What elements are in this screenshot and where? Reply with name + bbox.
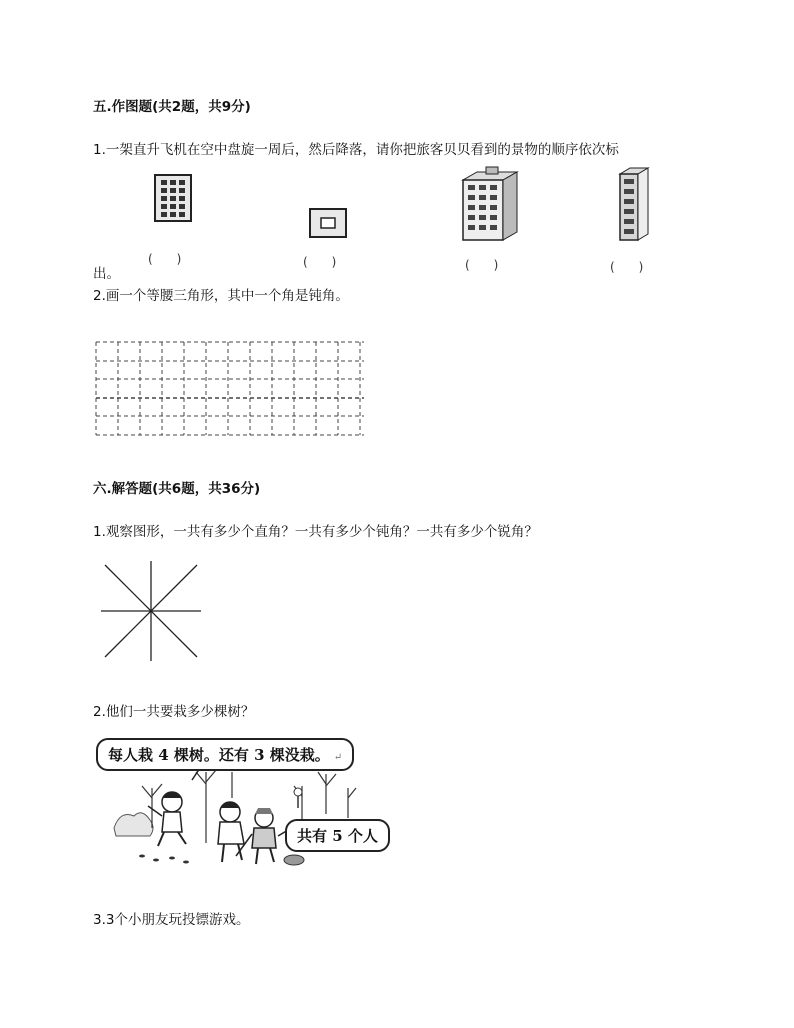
question-5-2-text: 2.画一个等腰三角形，其中一个角是钝角。 <box>93 288 349 304</box>
question-6-3-text: 3.3个小朋友玩投镖游戏。 <box>93 912 250 928</box>
intersecting-lines-figure <box>100 560 202 662</box>
answer-blank-1: ( ) <box>148 252 182 266</box>
return-mark: ↵ <box>333 752 343 763</box>
section-6-title: 六.解答题(共6题，共36分) <box>93 481 261 497</box>
speech-bubble-people <box>285 819 390 852</box>
section-5-title: 五.作图题(共2题，共9分) <box>93 99 251 115</box>
building-side-view-image <box>616 166 654 244</box>
question-5-1-text: 1.一架直升飞机在空中盘旋一周后，然后降落，请你把旅客贝贝看到的景物的顺序依次标 <box>93 142 619 158</box>
speech-bubble-trees <box>96 738 354 771</box>
speech-bubble-people-text: 共有 5 个人 <box>297 827 378 845</box>
speech-bubble-trees-text: 每人栽 4 棵树。还有 3 棵没栽。 <box>108 746 330 764</box>
building-perspective-view-image <box>459 166 521 244</box>
answer-blank-3: ( ) <box>465 258 499 272</box>
answer-blank-4: ( ) <box>610 260 644 274</box>
question-5-1-text-continued: 出。 <box>93 266 120 282</box>
answer-blank-2: ( ) <box>303 255 337 269</box>
building-top-view-image <box>308 207 348 239</box>
tree-planting-illustration <box>112 768 362 868</box>
building-front-view-image <box>153 173 195 223</box>
dotted-drawing-grid <box>94 340 366 438</box>
question-6-2-text: 2.他们一共要栽多少棵树？ <box>93 704 255 720</box>
question-6-1-text: 1.观察图形，一共有多少个直角？一共有多少个钝角？一共有多少个锐角？ <box>93 524 538 540</box>
